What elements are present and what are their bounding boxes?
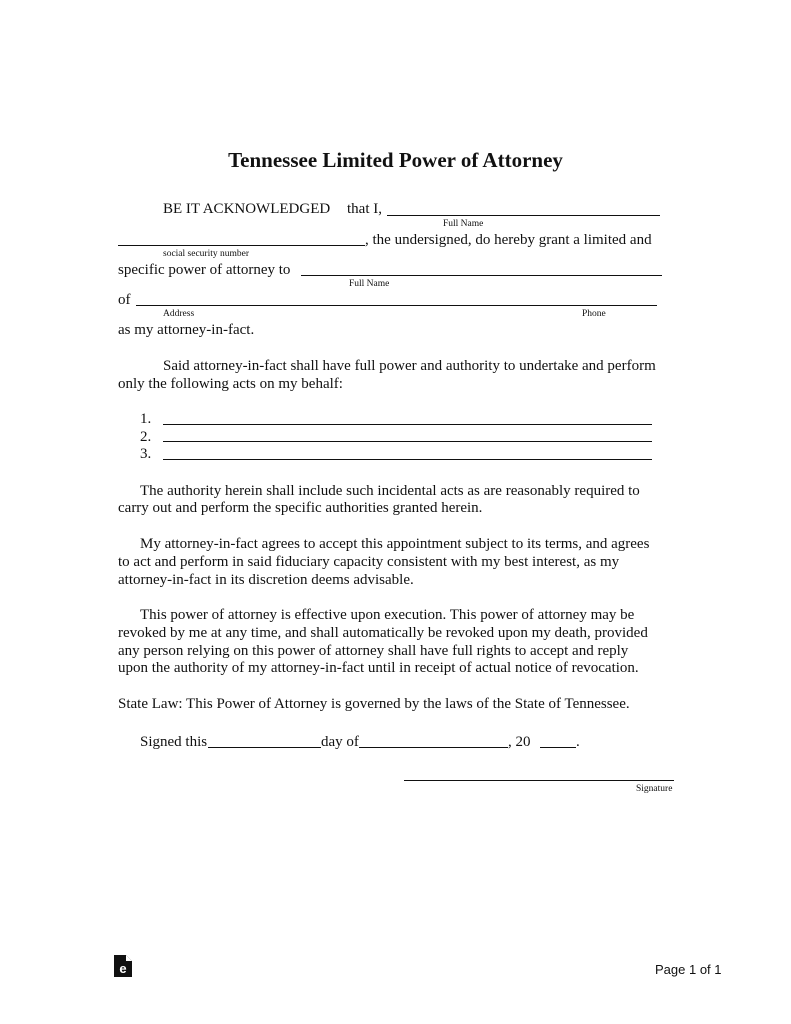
address-caption: Address: [163, 309, 195, 319]
month-blank[interactable]: [359, 747, 508, 748]
act-blank-1[interactable]: [163, 424, 652, 425]
of-text: of: [118, 292, 131, 308]
signature-caption: Signature: [636, 784, 673, 794]
document-title: Tennessee Limited Power of Attorney: [228, 148, 563, 172]
effective-line-3: any person relying on this power of attorney shall have full rights to accept and reply: [118, 643, 629, 659]
day-of-text: day of: [321, 734, 359, 750]
act-number-2: 2.: [140, 429, 152, 445]
page-number: Page 1 of 1: [655, 962, 722, 977]
effective-line-2: revoked by me at any time, and shall automatically be revoked upon my death, provided: [118, 625, 648, 641]
phone-caption: Phone: [582, 309, 606, 319]
day-blank[interactable]: [208, 747, 321, 748]
state-law-text: State Law: This Power of Attorney is governed by the laws of the State of Tennessee.: [118, 696, 630, 712]
attorney-name-blank[interactable]: [301, 275, 662, 276]
grantor-name-blank[interactable]: [387, 215, 660, 216]
year-prefix-text: , 20: [508, 734, 531, 750]
full-name-caption-2: Full Name: [349, 279, 390, 289]
act-number-3: 3.: [140, 446, 152, 462]
incidental-line-2: carry out and perform the specific authorities granted herein.: [118, 500, 483, 516]
acts-paragraph-line-2: only the following acts on my behalf:: [118, 376, 343, 392]
that-i-text: that I,: [347, 201, 382, 217]
accept-line-3: attorney-in-fact in its discretion deems advisable.: [118, 572, 414, 588]
acknowledged-text: BE IT ACKNOWLEDGED: [163, 201, 331, 217]
act-blank-3[interactable]: [163, 459, 652, 460]
address-blank[interactable]: [136, 305, 657, 306]
signed-period: .: [576, 734, 580, 750]
act-number-1: 1.: [140, 411, 152, 427]
acts-paragraph-line-1: Said attorney-in-fact shall have full power and authority to undertake and perform: [163, 358, 656, 374]
svg-text:e: e: [119, 961, 127, 976]
ssn-blank[interactable]: [118, 245, 365, 246]
effective-line-1: This power of attorney is effective upon execution. This power of attorney may be: [140, 607, 635, 623]
signature-blank[interactable]: [404, 780, 674, 781]
specific-power-text: specific power of attorney to: [118, 262, 291, 278]
attorney-in-fact-text: as my attorney-in-fact.: [118, 322, 255, 338]
incidental-line-1: The authority herein shall include such incidental acts as are reasonably required to: [140, 483, 640, 499]
grant-text: , the undersigned, do hereby grant a limited and: [365, 232, 652, 248]
signed-this-text: Signed this: [140, 734, 208, 750]
act-blank-2[interactable]: [163, 441, 652, 442]
full-name-caption: Full Name: [443, 219, 484, 229]
accept-line-2: to act and perform in said fiduciary capacity consistent with my best interest, as my: [118, 554, 620, 570]
effective-line-4: upon the authority of my attorney-in-fact until in receipt of actual notice of revocation.: [118, 660, 639, 676]
ssn-caption: social security number: [163, 249, 250, 259]
document-logo-icon: [114, 955, 132, 977]
year-blank[interactable]: [540, 747, 576, 748]
accept-line-1: My attorney-in-fact agrees to accept this appointment subject to its terms, and agrees: [140, 536, 650, 552]
